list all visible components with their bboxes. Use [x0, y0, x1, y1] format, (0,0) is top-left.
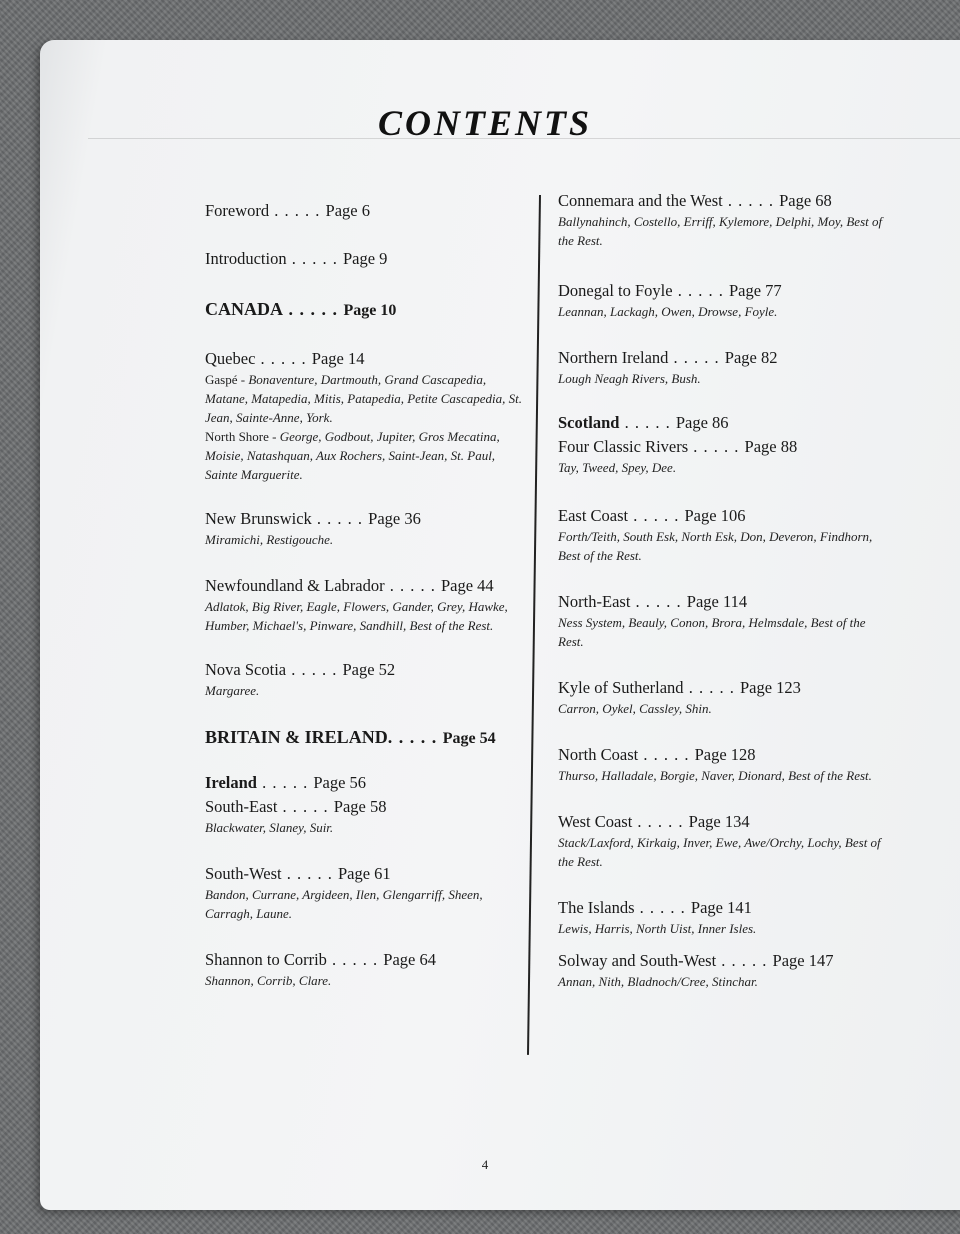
- toc-section-canada: [205, 298, 525, 322]
- leader-dots: . . . . .: [619, 413, 676, 432]
- entry-title: Introduction: [205, 249, 287, 268]
- entry-page: Page 88: [744, 437, 798, 456]
- toc-entry-connemara: [558, 190, 888, 250]
- toc-entry-east-coast: [558, 505, 888, 565]
- rivers-list: Margaree.: [205, 683, 260, 698]
- entry-title: CANADA: [205, 299, 283, 319]
- toc-entry-shannon-corrib: [205, 949, 525, 990]
- entry-page: Page 128: [694, 745, 756, 764]
- rivers-list: Shannon, Corrib, Clare.: [205, 973, 332, 988]
- toc-entry-quebec: [205, 348, 525, 484]
- rivers-list: Adlatok, Big River, Eagle, Flowers, Gander, Grey, Hawke, Humber, Michael's, Pinware, Sandhill, Best of the Rest.: [205, 599, 508, 633]
- entry-title: West Coast: [558, 812, 633, 831]
- entry-title: Newfoundland & Labrador: [205, 576, 385, 595]
- leader-dots: . . . . .: [630, 592, 687, 611]
- entry-page: Page 68: [779, 191, 832, 210]
- entry-title: Nova Scotia: [205, 660, 287, 679]
- entry-page: Page 147: [772, 951, 834, 970]
- toc-entry-west-coast: [558, 811, 888, 871]
- right-column: [558, 190, 888, 991]
- toc-entry-new-brunswick: [205, 508, 525, 549]
- leader-dots: . . . . .: [255, 349, 312, 368]
- entry-page: Page 141: [690, 898, 752, 917]
- entry-page: Page 52: [342, 660, 396, 679]
- entry-page: Page 77: [728, 281, 782, 300]
- entry-page: Page 6: [325, 201, 370, 220]
- entry-page: Page 44: [440, 576, 494, 595]
- entry-title: Connemara and the West: [558, 191, 723, 210]
- entry-title: South-East: [205, 797, 278, 816]
- entry-page: Page 123: [739, 678, 801, 697]
- entry-title: Northern Ireland: [558, 348, 669, 367]
- entry-page: Page 61: [337, 864, 391, 883]
- toc-entry-donegal: [558, 280, 888, 321]
- leader-dots: . . . . .: [632, 812, 689, 831]
- column-divider: [527, 195, 541, 1055]
- rivers-list: Blackwater, Slaney, Suir.: [205, 820, 334, 835]
- left-column: [205, 200, 525, 990]
- leader-dots: . . . . .: [384, 576, 441, 595]
- entry-title: Foreword: [205, 201, 270, 220]
- rivers-list: Leannan, Lackagh, Owen, Drowse, Foyle.: [558, 304, 778, 319]
- toc-entry-scotland: [558, 412, 888, 434]
- toc-entry-north-coast: [558, 744, 888, 785]
- entry-title: North-East: [558, 592, 631, 611]
- leader-dots: . . . . .: [311, 509, 369, 528]
- leader-dots: . . . . .: [638, 745, 695, 764]
- rivers-list: Thurso, Halladale, Borgie, Naver, Dionard, Best of the Rest.: [558, 768, 872, 783]
- leader-dots: . . . . .: [269, 201, 326, 220]
- entry-page: Page 114: [686, 592, 748, 611]
- entry-title: Shannon to Corrib: [205, 950, 327, 969]
- leader-dots: . . . . .: [283, 299, 344, 319]
- leader-dots: . . . . .: [628, 506, 685, 525]
- rivers-list: [205, 370, 525, 427]
- entry-page: Page 36: [368, 509, 421, 528]
- rivers-list: Ballynahinch, Costello, Erriff, Kylemore, Delphi, Moy, Best of the Rest.: [558, 214, 883, 248]
- leader-dots: . . . . .: [722, 191, 780, 210]
- rivers-list: Annan, Nith, Bladnoch/Cree, Stinchar.: [558, 974, 758, 989]
- entry-title: Solway and South-West: [558, 951, 717, 970]
- rivers-list: Carron, Oykel, Cassley, Shin.: [558, 701, 712, 716]
- leader-dots: . . . . .: [326, 950, 384, 969]
- rivers-list: Lewis, Harris, North Uist, Inner Isles.: [558, 921, 757, 936]
- entry-page: Page 82: [724, 348, 778, 367]
- toc-entry-solway: [558, 950, 888, 991]
- rivers-list: Ness System, Beauly, Conon, Brora, Helmsdale, Best of the Rest.: [558, 615, 866, 649]
- toc-entry-south-west: [205, 863, 525, 923]
- rivers-list: Forth/Teith, South Esk, North Esk, Don, Deveron, Findhorn, Best of the Rest.: [558, 529, 873, 563]
- toc-entry-foreword: [205, 200, 525, 222]
- toc-entry-newfoundland: [205, 575, 525, 635]
- entry-page: Page 14: [311, 349, 365, 368]
- rivers-list: Bandon, Currane, Argideen, Ilen, Glengarriff, Sheen, Carragh, Laune.: [205, 887, 483, 921]
- leader-dots: . . . . .: [716, 951, 773, 970]
- toc-entry-nova-scotia: [205, 659, 525, 700]
- leader-dots: . . . . .: [286, 249, 343, 268]
- leader-dots: . . . . .: [668, 348, 725, 367]
- leader-dots: . . . . .: [286, 660, 343, 679]
- entry-page: Page 56: [313, 773, 367, 792]
- rivers-list: Lough Neagh Rivers, Bush.: [558, 371, 701, 386]
- region-label: North Shore -: [205, 429, 280, 444]
- toc-entry-introduction: [205, 248, 525, 270]
- entry-page: Page 58: [333, 797, 387, 816]
- toc-entry-south-east: [205, 796, 525, 837]
- book-page: [40, 40, 960, 1210]
- entry-title: Scotland: [558, 413, 620, 432]
- leader-dots: . . . . .: [683, 678, 740, 697]
- heading-rule: [88, 138, 960, 139]
- entry-title: Four Classic Rivers: [558, 437, 689, 456]
- entry-page: Page 86: [675, 413, 729, 432]
- toc-entry-the-islands: [558, 897, 888, 938]
- leader-dots: . . . . .: [672, 281, 729, 300]
- rivers-list: Tay, Tweed, Spey, Dee.: [558, 460, 677, 475]
- entry-title: Ireland: [205, 773, 257, 792]
- rivers-text: George, Godbout, Jupiter, Gros Mecatina, Moisie, Natashquan, Aux Rochers, Saint-Jean, St. Paul, Sainte Marguerite.: [205, 429, 500, 482]
- toc-entry-four-classic-rivers: [558, 436, 888, 477]
- rivers-list: [205, 427, 525, 484]
- entry-title: Donegal to Foyle: [558, 281, 673, 300]
- leader-dots: . . . . .: [281, 864, 338, 883]
- leader-dots: . . . . .: [634, 898, 691, 917]
- entry-page: Page 9: [342, 249, 388, 268]
- entry-title: North Coast: [558, 745, 639, 764]
- page-number: 4: [481, 1157, 489, 1172]
- entry-title: East Coast: [558, 506, 629, 525]
- entry-page: Page 64: [383, 950, 436, 969]
- entry-title: Quebec: [205, 349, 256, 368]
- toc-section-britain-ireland: [205, 726, 525, 750]
- entry-page: Page 10: [343, 302, 397, 319]
- entry-title: New Brunswick: [205, 509, 312, 528]
- toc-entry-ireland: [205, 772, 525, 794]
- toc-entry-northern-ireland: [558, 347, 888, 388]
- entry-title: The Islands: [558, 898, 635, 917]
- entry-title: Kyle of Sutherland: [558, 678, 684, 697]
- entry-title: South-West: [205, 864, 282, 883]
- entry-title: BRITAIN & IRELAND: [205, 727, 388, 747]
- entry-page: Page 134: [688, 812, 750, 831]
- toc-entry-kyle-of-sutherland: [558, 677, 888, 718]
- entry-page: Page 106: [684, 506, 746, 525]
- leader-dots: . . . . .: [277, 797, 334, 816]
- leader-dots: . . . . .: [256, 773, 314, 792]
- region-label: Gaspé -: [205, 372, 249, 387]
- contents-heading: CONTENTS: [377, 103, 593, 143]
- rivers-list: Miramichi, Restigouche.: [205, 532, 334, 547]
- rivers-text: Bonaventure, Dartmouth, Grand Cascapedia, Matane, Matapedia, Mitis, Patapedia, Petite Cascapedia, St. Jean, Sainte-Anne, York.: [205, 372, 523, 425]
- leader-dots: . . . . .: [387, 727, 443, 747]
- rivers-list: Stack/Laxford, Kirkaig, Inver, Ewe, Awe/Orchy, Lochy, Best of the Rest.: [558, 835, 881, 869]
- leader-dots: . . . . .: [688, 437, 745, 456]
- entry-page: Page 54: [442, 730, 496, 747]
- toc-entry-north-east: [558, 591, 888, 651]
